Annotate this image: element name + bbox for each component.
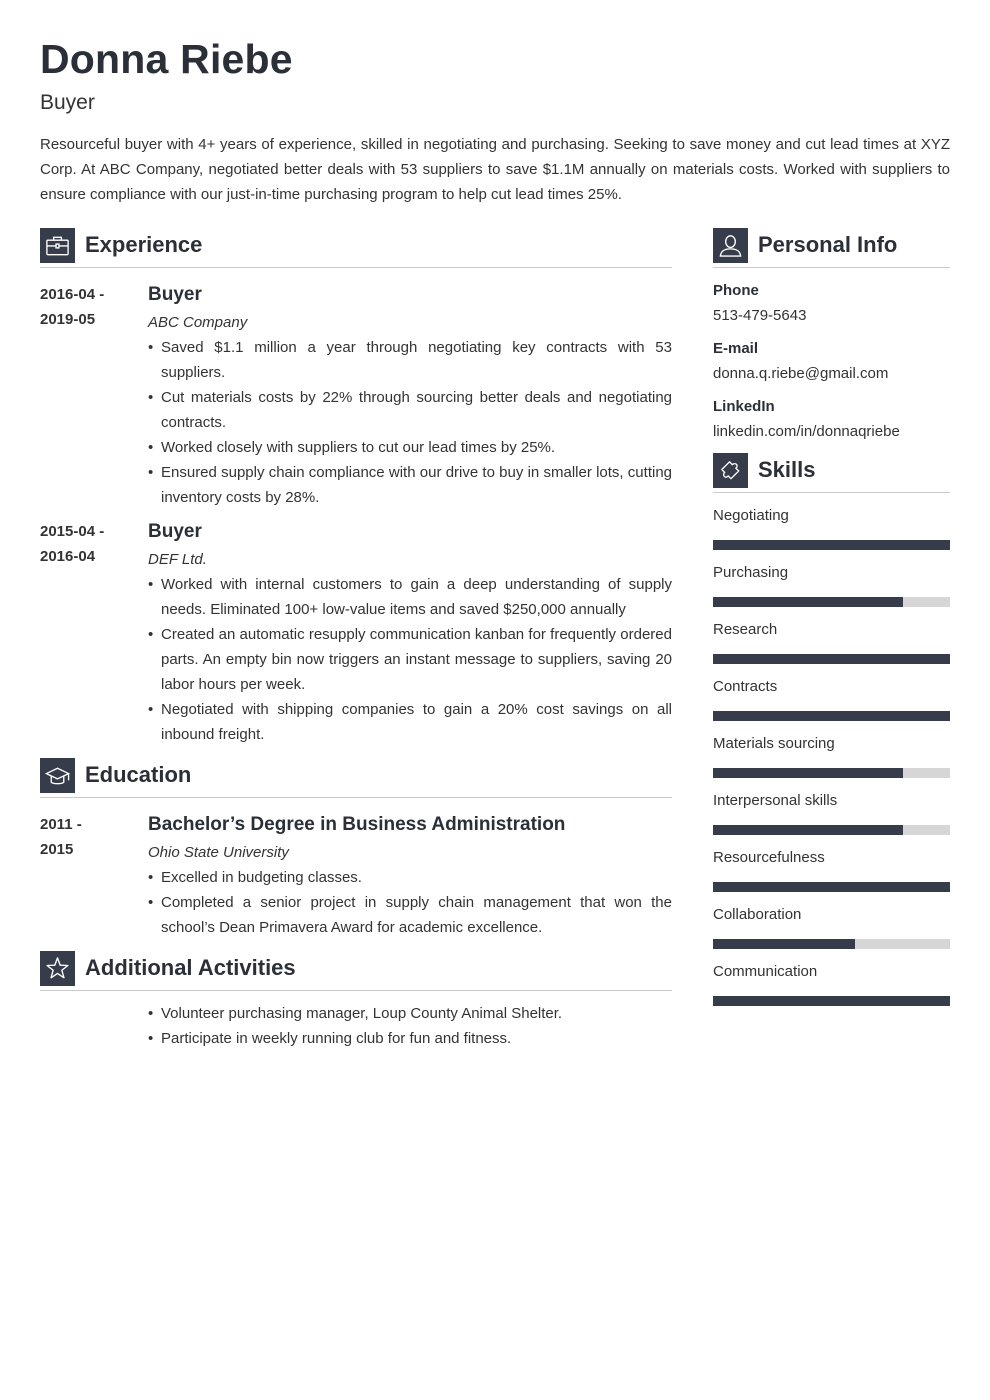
date-end: 2015 [40,841,74,858]
date-start: 2015-04 - [40,523,105,540]
school-name: Ohio State University [148,844,289,861]
list-item: • Volunteer purchasing manager, Loup County Animal Shelter. [148,1001,672,1026]
skill-name: Research [713,621,778,638]
personal-info-header [713,228,950,268]
skill-name: Purchasing [713,564,789,581]
skill-level-fill [713,768,903,778]
list-item: • Worked closely with suppliers to cut our lead times by 25%. [148,435,672,460]
skill-name: Materials sourcing [713,735,835,752]
personal-info-title: Personal Info [758,232,898,257]
skills-title: Skills [758,457,816,482]
email-block [713,339,950,384]
job-title: Buyer [148,521,202,542]
skill-item [713,734,950,778]
education-entry [40,812,672,940]
star-icon [40,951,75,986]
skill-level-fill [713,540,950,550]
skill-level-bar [713,882,950,892]
skill-name: Resourcefulness [713,849,825,866]
list-item: • Cut materials costs by 22% through sourcing better deals and negotiating contracts. [148,385,672,435]
list-item: • Saved $1.1 million a year through negotiating key contracts with 53 suppliers. [148,335,672,385]
skill-item [713,848,950,892]
skill-level-fill [713,996,950,1006]
education-list [148,865,672,940]
summary-paragraph: Resourceful buyer with 4+ years of experience, skilled in negotiating and purchasing. Seeking to save money and cut lead times at XYZ Corp. At ABC Company, negotiated better deals with 53 suppliers to save $1.1M annually on materials costs. Worked with suppliers to ensure compliance with our just-in-time purchasing program to help cut lead times 25%. [40,136,950,203]
phone-label: Phone [713,282,759,299]
skill-level-fill [713,597,903,607]
skill-item [713,962,950,1006]
email-label: E-mail [713,340,759,357]
skill-item [713,506,950,550]
education-section [40,758,672,940]
skill-level-bar [713,540,950,550]
experience-entry [40,519,672,747]
phone-block [713,281,950,326]
skill-level-fill [713,882,950,892]
skill-level-bar [713,711,950,721]
date-end: 2019-05 [40,311,96,328]
phone-value: 513-479-5643 [713,307,807,324]
activities-list [148,1001,672,1051]
list-item: • Ensured supply chain compliance with our drive to buy in smaller lots, cutting inventory costs by 28%. [148,460,672,510]
skill-item [713,677,950,721]
education-header [40,758,672,798]
skill-level-bar [713,654,950,664]
skill-name: Communication [713,963,818,980]
skill-level-fill [713,825,903,835]
skill-level-bar [713,825,950,835]
activities-section [40,951,672,1051]
achievement-list [148,572,672,747]
skill-level-bar [713,597,950,607]
skills-list [713,506,950,1006]
job-title: Buyer [148,284,202,305]
skill-level-bar [713,768,950,778]
linkedin-value: linkedin.com/in/donnaqriebe [713,423,900,440]
date-end: 2016-04 [40,548,96,565]
list-item: • Created an automatic resupply communication kanban for frequently ordered parts. An empty bin now triggers an instant message to suppliers, saving 20 labor hours per week. [148,622,672,697]
date-start: 2011 - [40,816,82,833]
entry-dates [40,519,130,569]
candidate-name: Donna Riebe [40,36,293,82]
skill-item [713,620,950,664]
candidate-title: Buyer [40,91,95,114]
skill-name: Interpersonal skills [713,792,838,809]
achievement-list [148,335,672,510]
graduation-cap-icon [40,758,75,793]
company-name: DEF Ltd. [148,551,207,568]
list-item: • Negotiated with shipping companies to gain a 20% cost savings on all inbound freight. [148,697,672,747]
skill-name: Collaboration [713,906,802,923]
activities-entry [40,1001,672,1051]
sidebar-column [713,228,950,1006]
skill-item [713,791,950,835]
activities-header [40,951,672,991]
skill-level-bar [713,939,950,949]
experience-header [40,228,672,268]
skill-level-fill [713,939,855,949]
briefcase-icon [40,228,75,263]
entry-dates [40,812,130,862]
skills-header [713,453,950,493]
list-item: • Excelled in budgeting classes. [148,865,672,890]
company-name: ABC Company [148,314,248,331]
skills-section [713,453,950,1006]
date-start: 2016-04 - [40,286,105,303]
list-item: • Participate in weekly running club for fun and fitness. [148,1026,672,1051]
main-column [40,228,672,1051]
skill-level-bar [713,996,950,1006]
degree-title: Bachelor’s Degree in Business Administration [148,814,566,835]
skill-name: Contracts [713,678,778,695]
experience-entry [40,282,672,510]
linkedin-label: LinkedIn [713,398,775,415]
puzzle-icon [713,453,748,488]
skill-item [713,905,950,949]
skill-name: Negotiating [713,507,789,524]
email-value: donna.q.riebe@gmail.com [713,365,889,382]
experience-section [40,228,672,747]
skill-level-fill [713,711,950,721]
experience-title: Experience [85,232,203,257]
linkedin-block [713,397,950,442]
education-title: Education [85,762,192,787]
person-icon [713,228,748,263]
list-item: • Completed a senior project in supply chain management that won the school’s Dean Primavera Award for academic excellence. [148,890,672,940]
activities-title: Additional Activities [85,955,296,980]
entry-dates [40,282,130,332]
skill-item [713,563,950,607]
personal-info-section [713,228,950,442]
list-item: • Worked with internal customers to gain a deep understanding of supply needs. Eliminated 100+ low-value items and saved $250,000 annually [148,572,672,622]
skill-level-fill [713,654,950,664]
